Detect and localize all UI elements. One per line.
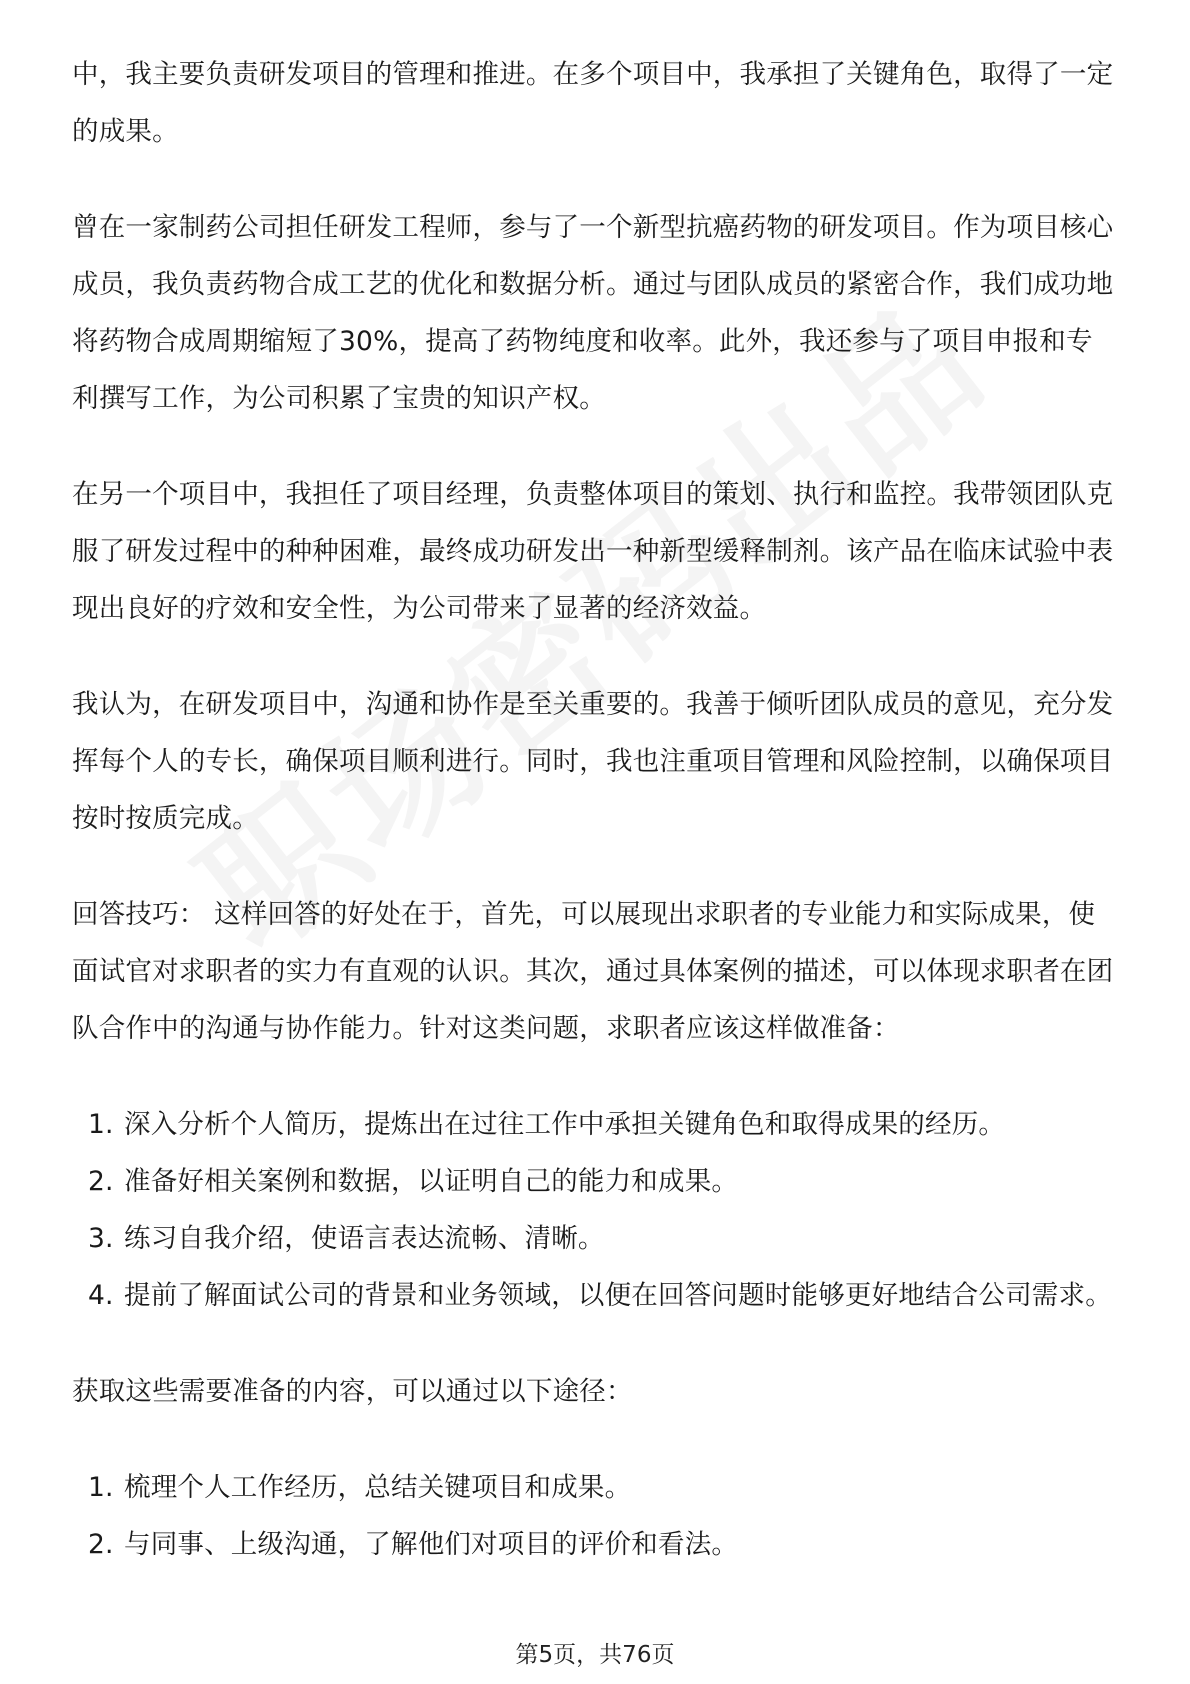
list-item bbox=[72, 1210, 1118, 1267]
page-footer: 第5页，共76页 bbox=[515, 1642, 675, 1668]
channels-list bbox=[72, 1459, 1118, 1573]
list-item bbox=[72, 1153, 1118, 1210]
list-item-text: 深入分析个人简历，提炼出在过往工作中承担关键角色和取得成果的经历。 bbox=[124, 1109, 1006, 1140]
list-item-text: 提前了解面试公司的背景和业务领域，以便在回答问题时能够更好地结合公司需求。 bbox=[124, 1280, 1112, 1311]
paragraph-role-summary: 中，我主要负责研发项目的管理和推进。在多个项目中，我承担了关键角色，取得了一定的成果。 bbox=[72, 59, 1114, 147]
list-item-text: 梳理个人工作经历，总结关键项目和成果。 bbox=[124, 1472, 632, 1503]
list-item bbox=[72, 1459, 1118, 1516]
list-item bbox=[72, 1267, 1118, 1324]
list-item-text: 准备好相关案例和数据，以证明自己的能力和成果。 bbox=[124, 1166, 739, 1197]
paragraph-communication: 我认为，在研发项目中，沟通和协作是至关重要的。我善于倾听团队成员的意见，充分发挥每个人的专长，确保项目顺利进行。同时，我也注重项目管理和风险控制，以确保项目按时按质完成。 bbox=[72, 689, 1114, 834]
list-item bbox=[72, 1516, 1118, 1573]
list-item-text: 与同事、上级沟通，了解他们对项目的评价和看法。 bbox=[124, 1529, 739, 1560]
paragraph-answer-tips: 回答技巧： 这样回答的好处在于，首先，可以展现出求职者的专业能力和实际成果，使面试官对求职者的实力有直观的认识。其次，通过具体案例的描述，可以体现求职者在团队合作中的沟通与协作能力。针对这类问题，求职者应该这样做准备： bbox=[72, 899, 1114, 1044]
list-number: 2. bbox=[88, 1166, 114, 1197]
list-number: 3. bbox=[88, 1223, 114, 1254]
paragraph-project-anticancer: 曾在一家制药公司担任研发工程师，参与了一个新型抗癌药物的研发项目。作为项目核心成员，我负责药物合成工艺的优化和数据分析。通过与团队成员的紧密合作，我们成功地将药物合成周期缩短了30%，提高了药物纯度和收率。此外，我还参与了项目申报和专利撰写工作，为公司积累了宝贵的知识产权。 bbox=[72, 212, 1114, 414]
list-number: 1. bbox=[88, 1109, 114, 1140]
list-item bbox=[72, 1096, 1118, 1153]
list-item-text: 练习自我介绍，使语言表达流畅、清晰。 bbox=[124, 1223, 605, 1254]
prep-list bbox=[72, 1096, 1118, 1324]
paragraph-project-manager: 在另一个项目中，我担任了项目经理，负责整体项目的策划、执行和监控。我带领团队克服了研发过程中的种种困难，最终成功研发出一种新型缓释制剂。该产品在临床试验中表现出良好的疗效和安全性，为公司带来了显著的经济效益。 bbox=[72, 479, 1114, 624]
list-number: 1. bbox=[88, 1472, 114, 1503]
page-body bbox=[72, 46, 1118, 1612]
list-number: 4. bbox=[88, 1280, 114, 1311]
paragraph-channels-intro: 获取这些需要准备的内容，可以通过以下途径： bbox=[72, 1376, 633, 1407]
list-number: 2. bbox=[88, 1529, 114, 1560]
